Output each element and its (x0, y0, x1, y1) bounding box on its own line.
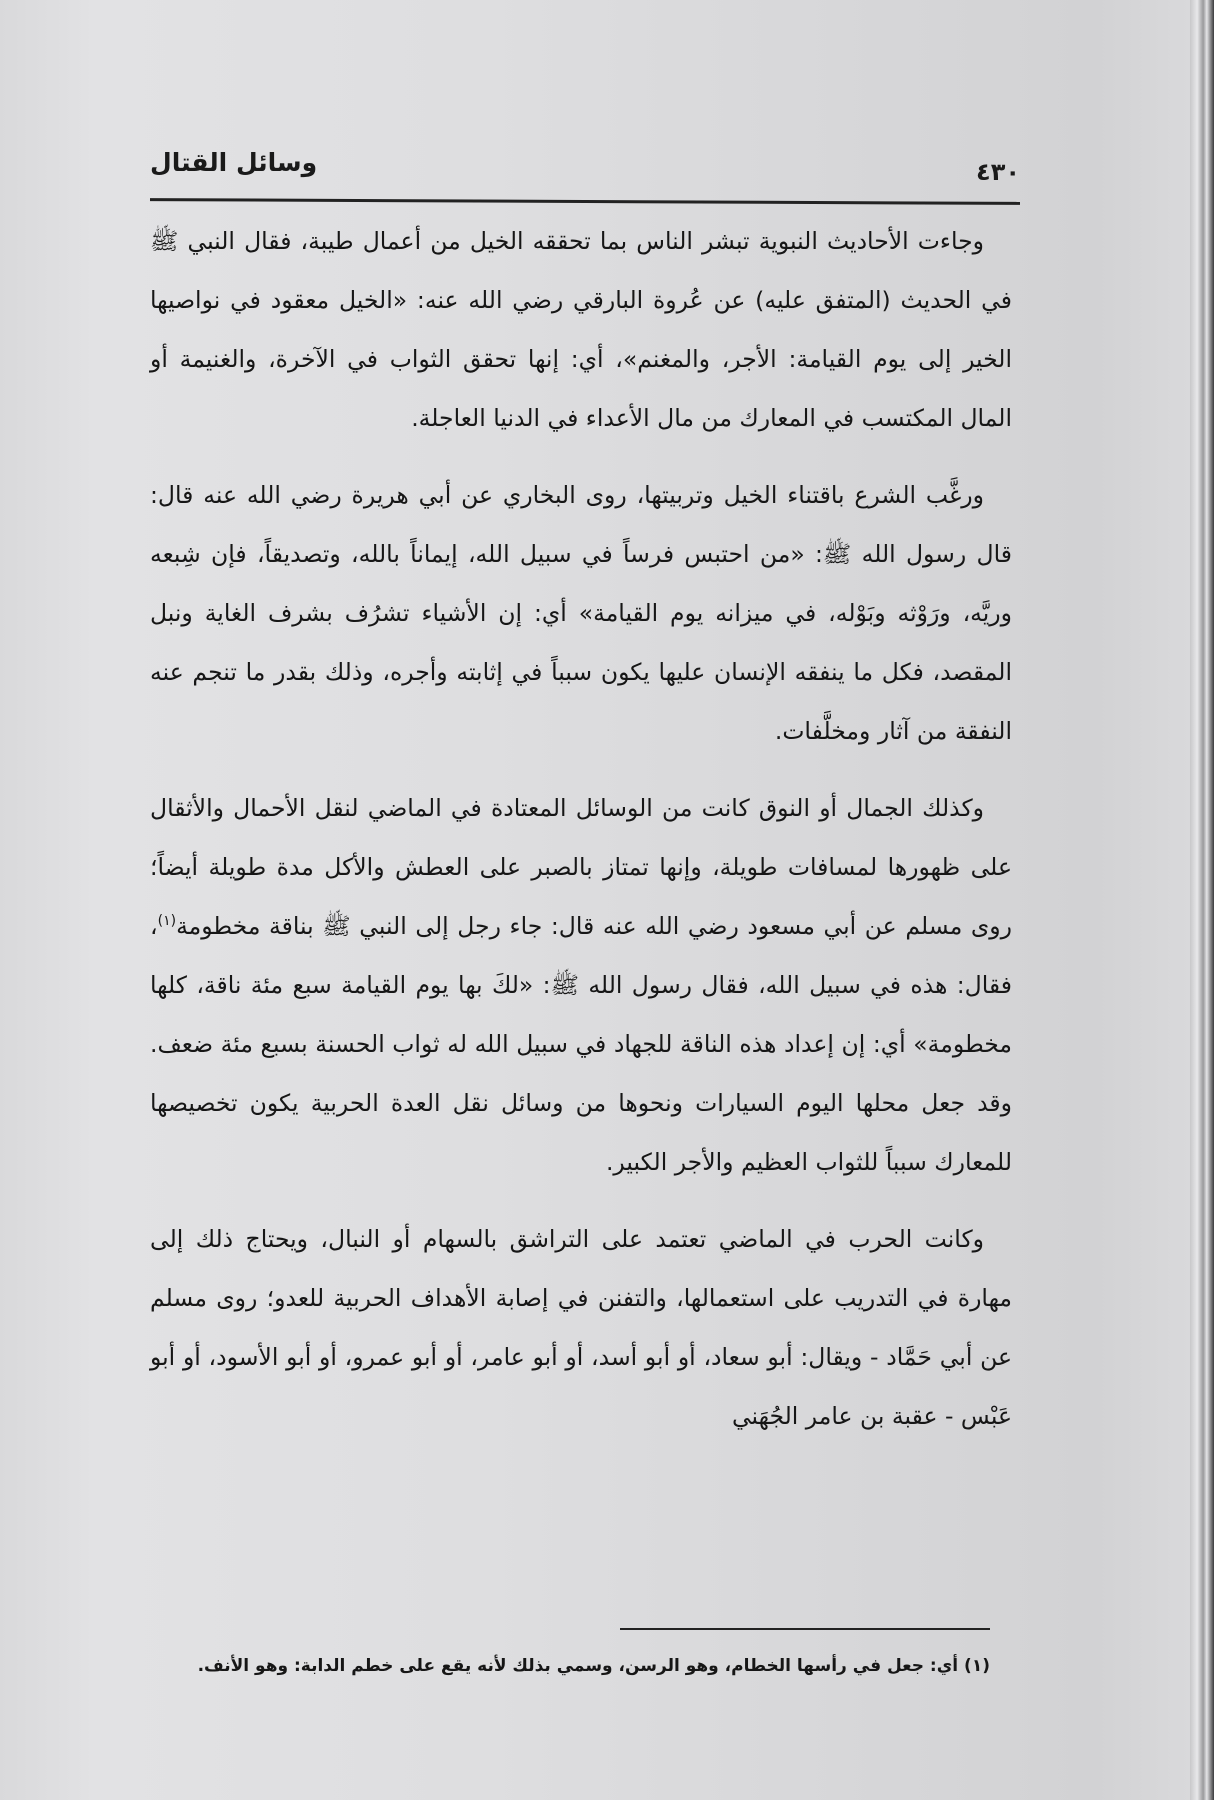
paragraph-4: وكانت الحرب في الماضي تعتمد على التراشق بالسهام أو النبال، ويحتاج ذلك إلى مهارة في التدريب على استعمالها، والتفنن في إصابة الأهداف الحربية للعدو؛ روى مسلم عن أبي حَمَّاد - ويقال: أبو سعاد، أو أبو أسد، أو أبو عامر، أو أبو عمرو، أو أبو الأسود، أو أبو عَبْس - عقبة بن عامر الجُهَني (150, 1225, 1012, 1430)
paragraph-3-text: وكذلك الجمال أو النوق كانت من الوسائل المعتادة في الماضي لنقل الأحمال والأثقال على ظهورها لمسافات طويلة، وإنها تمتاز بالصبر على العطش والأكل مدة طويلة أيضاً؛ روى مسلم عن أبي مسعود رضي الله عنه قال: جاء رجل إلى النبي ﷺ بناقة مخطومة (150, 794, 1012, 940)
chapter-title: وسائل القتال (150, 148, 318, 177)
paragraph-1: وجاءت الأحاديث النبوية تبشر الناس بما تحققه الخيل من أعمال طيبة، فقال النبي ﷺ في الحديث (المتفق عليه) عن عُروة البارقي رضي الله عنه: «الخيل معقود في نواصيها الخير إلى يوم القيامة: الأجر، والمغنم»، أي: إنها تحقق الثواب في الآخرة، والغنيمة أو المال المكتسب في المعارك من مال الأعداء في الدنيا العاجلة. (150, 227, 1012, 432)
main-text (150, 212, 1012, 1464)
page-number: ٤٣٠ (976, 158, 1020, 186)
footnote-reference[interactable]: (١) (157, 913, 177, 930)
paragraph-3-text-continued: ، فقال: هذه في سبيل الله، فقال رسول الله ﷺ: «لكَ بها يوم القيامة سبع مئة ناقة، كلها مخطومة» أي: إن إعداد هذه الناقة للجهاد في سبيل الله له ثواب الحسنة بسبع مئة ضعف. وقد جعل محلها اليوم السيارات ونحوها من وسائل نقل العدة الحربية يكون تخصيصها للمعارك سبباً للثواب العظيم والأجر الكبير. (150, 912, 1012, 1176)
paragraph-2: ورغَّب الشرع باقتناء الخيل وتربيتها، روى البخاري عن أبي هريرة رضي الله عنه قال: قال رسول الله ﷺ: «من احتبس فرساً في سبيل الله، إيماناً بالله، وتصديقاً، فإن شِبعه وريَّه، ورَوْثه وبَوْله، في ميزانه يوم القيامة» أي: إن الأشياء تشرُف بشرف الغاية ونبل المقصد، فكل ما ينفقه الإنسان عليها يكون سبباً في إثابته وأجره، وذلك بقدر ما تنجم عنه النفقة من آثار ومخلَّفات. (150, 481, 1012, 745)
page-edge-stack (1190, 0, 1214, 1800)
footnote-divider (620, 1628, 990, 1630)
running-header (150, 148, 1020, 200)
paragraph-3 (150, 779, 1012, 1192)
footnote-1: (١) أي: جعل في رأسها الخطام، وهو الرسن، وسمي بذلك لأنه يقع على خطم الدابة: وهو الأنف. (197, 1656, 990, 1676)
